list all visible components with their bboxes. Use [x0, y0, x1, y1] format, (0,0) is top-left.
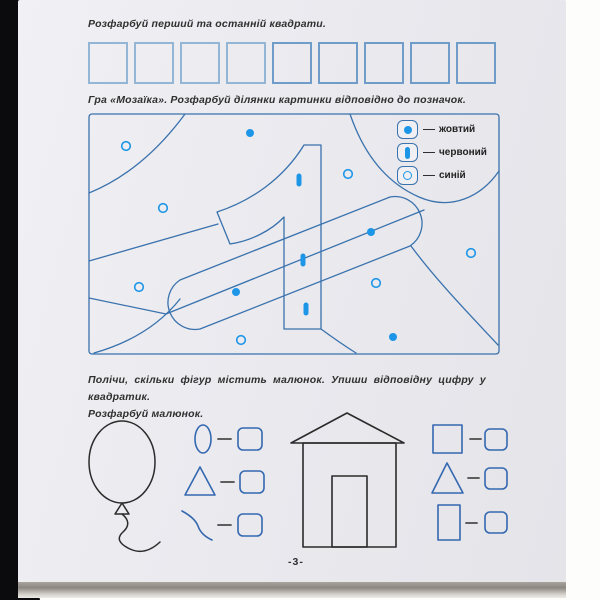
balloon-string — [119, 514, 160, 551]
answer-box-triangle-right — [485, 468, 507, 489]
legend-symbol-box — [397, 166, 418, 185]
mosaic-legend — [397, 118, 497, 187]
legend-label: синій — [439, 170, 466, 181]
filled-bar-icon — [405, 147, 410, 159]
answer-box-triangle-left — [240, 471, 264, 493]
count-triangle-shape-left — [185, 467, 215, 495]
color-square — [88, 42, 128, 84]
color-square — [318, 42, 358, 84]
balloon-figure — [89, 421, 160, 551]
open-circle-icon — [237, 336, 246, 345]
legend-row — [397, 164, 497, 187]
filled-bar-icon — [301, 254, 306, 267]
answer-box-oval — [238, 428, 262, 450]
legend-dash — [423, 129, 435, 130]
answer-box-curve — [238, 514, 262, 536]
region-curve-bottom-left — [94, 299, 180, 353]
house-door — [332, 476, 367, 547]
balloon-knot — [115, 503, 129, 514]
legend-symbol-box — [397, 120, 418, 139]
open-circle-icon — [159, 204, 168, 213]
counting-figures — [85, 408, 515, 560]
filled-bar-icon — [297, 174, 302, 187]
legend-row — [397, 118, 497, 141]
page-number: -3- — [288, 556, 304, 568]
task3-instruction-line2: Розфарбуй малюнок. — [88, 408, 204, 420]
color-square — [180, 42, 220, 84]
count-curve-shape — [182, 511, 212, 540]
open-circle-icon — [467, 249, 476, 258]
region-line-left-b — [89, 298, 166, 314]
legend-dash — [423, 152, 435, 153]
color-square — [272, 42, 312, 84]
count-oval-shape — [195, 425, 211, 453]
pencil-outline — [168, 197, 422, 330]
house-body — [303, 443, 396, 547]
answer-box-square — [485, 429, 507, 450]
region-sweep-bottom-right — [411, 246, 498, 345]
task2-instruction: Гра «Мозаїка». Розфарбуй ділянки картинки відповідно до позначок. — [88, 94, 467, 106]
legend-dash — [423, 175, 435, 176]
region-curve-bottom-center — [321, 329, 356, 353]
color-square — [364, 42, 404, 84]
color-square — [410, 42, 450, 84]
counting-figures-drawing — [85, 408, 515, 560]
filled-dot-icon — [367, 228, 375, 236]
filled-bar-icon — [304, 303, 309, 316]
legend-row — [397, 141, 497, 164]
open-circle-icon — [344, 170, 353, 179]
balloon-body — [89, 421, 155, 503]
legend-label: червоний — [439, 147, 487, 158]
count-square-shape — [433, 425, 462, 453]
task1-instruction: Розфарбуй перший та останній квадрати. — [88, 18, 327, 30]
legend-symbol-box — [397, 143, 418, 162]
house-roof — [291, 413, 404, 443]
pencil-midline — [166, 210, 424, 314]
count-triangle-shape-right — [432, 463, 463, 493]
color-square — [456, 42, 496, 84]
region-curve-top-left — [89, 114, 185, 193]
count-rectangle-shape — [438, 505, 460, 540]
filled-dot-icon — [232, 288, 240, 296]
filled-dot-icon — [246, 129, 254, 137]
open-circle-icon — [122, 142, 131, 151]
page-bottom-shadow — [18, 582, 566, 598]
filled-dot-icon — [389, 333, 397, 341]
filled-dot-icon — [404, 126, 412, 134]
region-line-left-a — [89, 224, 218, 261]
color-square — [226, 42, 266, 84]
legend-label: жовтий — [439, 124, 476, 135]
color-squares-row — [88, 42, 500, 86]
open-circle-icon — [135, 283, 144, 292]
house-figure — [291, 413, 404, 547]
mosaic-picture — [88, 113, 500, 356]
open-circle-icon — [403, 171, 412, 180]
open-circle-icon — [372, 279, 381, 288]
color-square — [134, 42, 174, 84]
task3-instruction-line1: Полічи, скільки фігур містить малюнок. Упиши відповідну цифру у квадратик. — [88, 374, 486, 403]
answer-box-rectangle — [485, 512, 507, 533]
